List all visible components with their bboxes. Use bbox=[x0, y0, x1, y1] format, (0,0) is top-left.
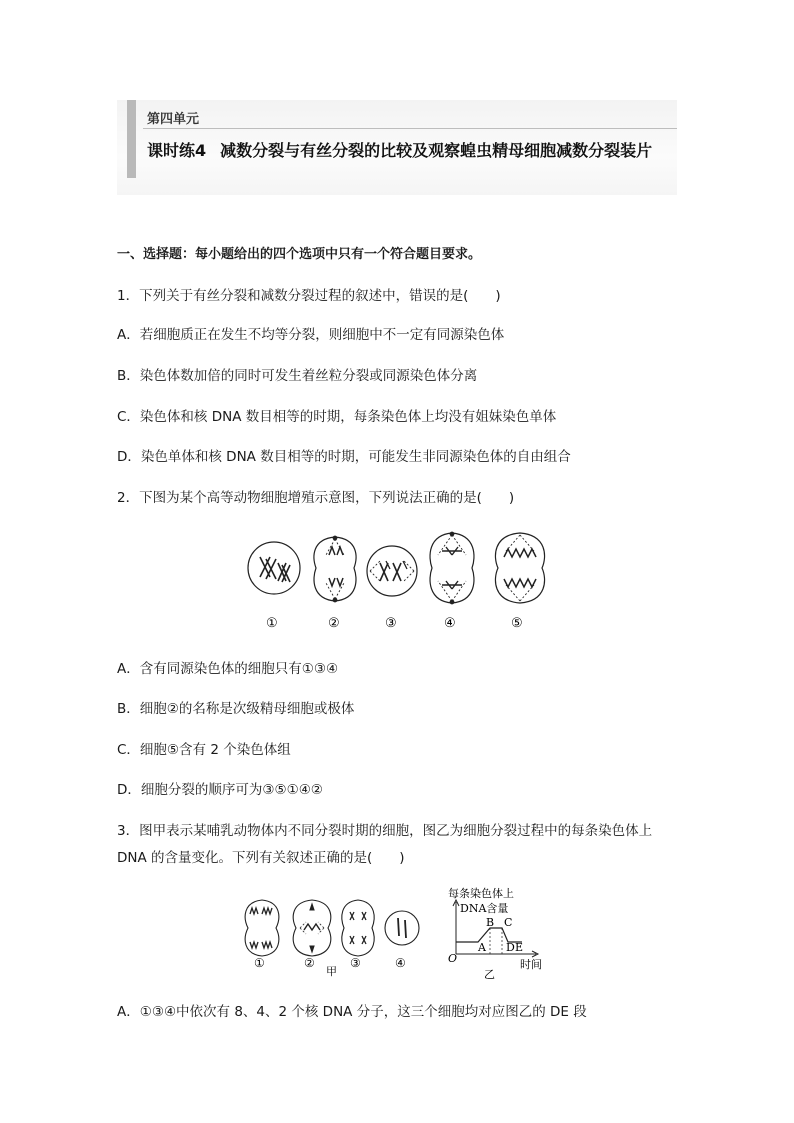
yi-point-d: D bbox=[506, 941, 515, 954]
cell-1-drawing bbox=[248, 542, 300, 594]
yi-caption: 乙 bbox=[484, 968, 495, 980]
cell-label-4: ④ bbox=[444, 616, 456, 631]
q1-option-c: C．染色体和核 DNA 数目相等的时期，每条染色体上均没有姐妹染色单体 bbox=[117, 409, 557, 425]
q3-option-a: A．①③④中依次有 8、4、2 个核 DNA 分子，这三个细胞均对应图乙的 DE 段 bbox=[117, 1004, 587, 1020]
section-instruction: 一、选择题：每小题给出的四个选项中只有一个符合题目要求。 bbox=[117, 247, 482, 262]
jia-cell-1-drawing bbox=[245, 900, 279, 956]
jia-label-4: ④ bbox=[395, 956, 406, 970]
jia-label-3: ③ bbox=[350, 956, 361, 970]
cell-3-drawing bbox=[367, 546, 417, 596]
yi-origin: O bbox=[448, 952, 458, 965]
yi-ylabel-line2: DNA含量 bbox=[460, 902, 509, 915]
yi-xlabel: 时间 bbox=[520, 958, 542, 971]
unit-label: 第四单元 bbox=[147, 112, 200, 127]
q2-option-b: B．细胞②的名称是次级精母细胞或极体 bbox=[117, 701, 355, 717]
jia-label-1: ① bbox=[254, 956, 265, 970]
cell-5-drawing bbox=[495, 533, 544, 603]
q1-stem: 1．下列关于有丝分裂和减数分裂过程的叙述中，错误的是( ) bbox=[117, 288, 501, 304]
lesson-title bbox=[147, 138, 652, 161]
cell-label-3: ③ bbox=[385, 616, 397, 631]
q1-option-b: B．染色体数加倍的同时可发生着丝粒分裂或同源染色体分离 bbox=[117, 368, 478, 384]
q2-option-d: D．细胞分裂的顺序可为③⑤①④② bbox=[117, 782, 323, 798]
cell-label-1: ① bbox=[266, 616, 278, 631]
q2-stem: 2．下图为某个高等动物细胞增殖示意图，下列说法正确的是( ) bbox=[117, 490, 515, 506]
jia-cell-2-drawing bbox=[293, 900, 330, 956]
q2-cell-figure bbox=[240, 525, 560, 640]
jia-caption: 甲 bbox=[326, 965, 337, 978]
yi-ylabel-line1: 每条染色体上 bbox=[448, 887, 514, 900]
cell-label-5: ⑤ bbox=[511, 616, 523, 631]
cell-4-drawing bbox=[430, 532, 474, 604]
q3-figure bbox=[240, 884, 560, 980]
lesson-title-text: 减数分裂与有丝分裂的比较及观察蝗虫精母细胞减数分裂装片 bbox=[220, 141, 653, 160]
banner-accent-bar bbox=[127, 100, 136, 178]
yi-point-a: A bbox=[478, 941, 486, 954]
lesson-banner bbox=[117, 100, 677, 195]
q2-option-a: A．含有同源染色体的细胞只有①③④ bbox=[117, 661, 339, 677]
cell-label-2: ② bbox=[328, 616, 340, 631]
lesson-number: 课时练4 bbox=[147, 141, 207, 160]
yi-point-e: E bbox=[515, 941, 524, 954]
q1-option-a: A．若细胞质正在发生不均等分裂，则细胞中不一定有同源染色体 bbox=[117, 327, 505, 343]
yi-point-c: C bbox=[504, 916, 513, 929]
q3-stem-line1: 3．图甲表示某哺乳动物体内不同分裂时期的细胞，图乙为细胞分裂过程中的每条染色体上 bbox=[117, 823, 653, 839]
q2-option-c: C．细胞⑤含有 2 个染色体组 bbox=[117, 742, 291, 758]
q3-stem-line2: DNA 的含量变化。下列有关叙述正确的是( ) bbox=[117, 850, 405, 866]
jia-label-2: ② bbox=[304, 956, 315, 970]
cell-2-drawing bbox=[314, 536, 356, 602]
q1-option-d: D．染色单体和核 DNA 数目相等的时期，可能发生非同源染色体的自由组合 bbox=[117, 449, 571, 465]
yi-point-b: B bbox=[486, 916, 495, 929]
banner-divider bbox=[143, 128, 677, 129]
jia-cell-3-drawing bbox=[342, 900, 374, 956]
jia-cell-4-drawing bbox=[385, 911, 419, 945]
